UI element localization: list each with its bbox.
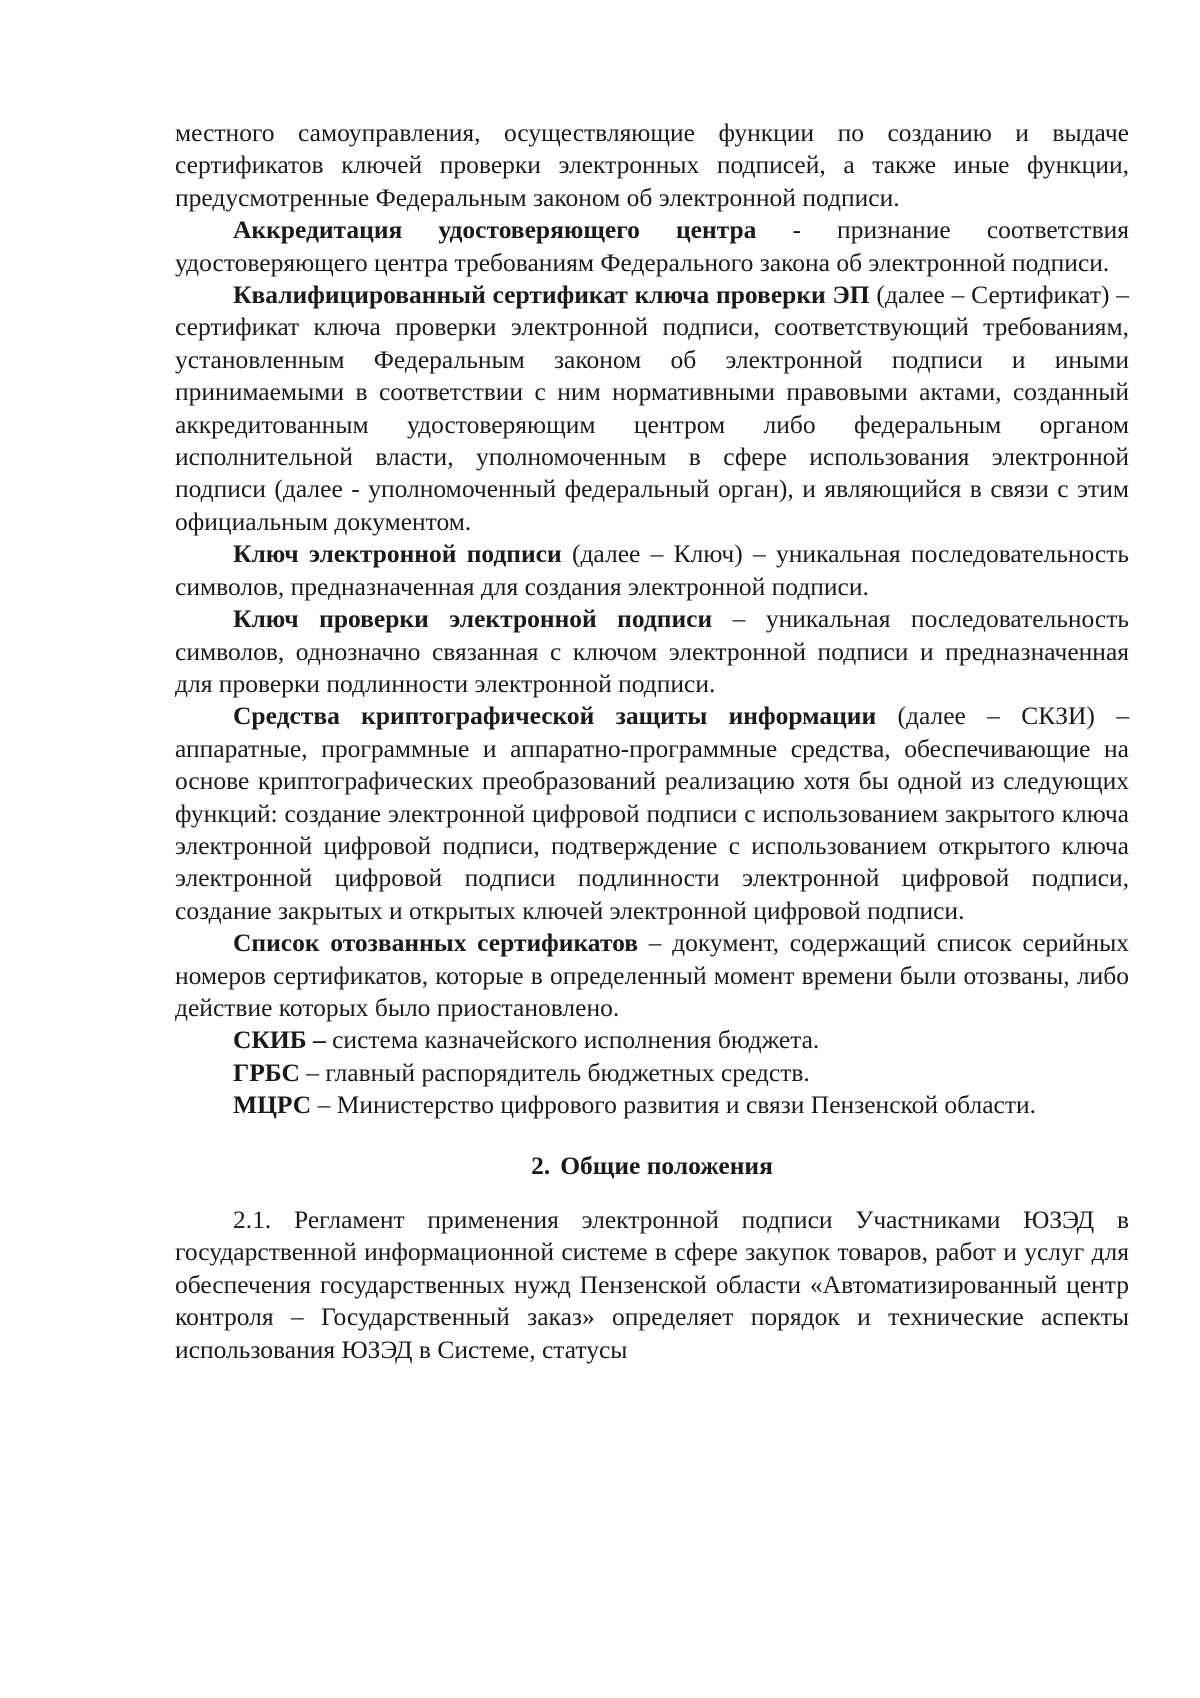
paragraph-text: 2.1. Регламент применения электронной подписи Участниками ЮЗЭД в государственной информационной системе в сфере закупок товаров, работ и услуг для обеспечения государственных нужд Пензенской области «Автоматизированный центр контроля – Государственный заказ» определяет порядок и технические аспекты использования ЮЗЭД в Системе, статусы [175,1205,1129,1364]
definition-term: Квалифицированный сертификат ключа проверки ЭП [233,280,870,310]
definition-term: Список отозванных сертификатов [233,928,638,958]
definition-text: - признание соответствия удостоверяющего центра требованиям Федерального закона об электронной подписи. [175,215,1129,277]
definition-term: Ключ проверки электронной подписи [233,604,713,634]
definition-text: – Министерство цифрового развития и связи Пензенской области. [311,1090,1037,1120]
section-number: 2. [531,1150,551,1180]
section-title: Общие положения [560,1150,773,1180]
definition-revoked-list [175,927,1129,1024]
definition-skzi [175,700,1129,927]
document-body [175,117,1129,1366]
section-heading [175,1150,1129,1182]
definition-mcrs [175,1089,1129,1121]
definition-text: система казначейского исполнения бюджета. [325,1025,820,1055]
paragraph-text: местного самоуправления, осуществляющие функции по созданию и выдаче сертификатов ключей проверки электронных подписей, а также иные функции, предусмотренные Федеральным законом об электронной подписи. [175,118,1129,212]
paragraph-continuation [175,117,1129,214]
definition-text: (далее – Сертификат) – сертификат ключа проверки электронной подписи, соответствующий требованиям, установленным Федеральным законом об электронной подписи и иными принимаемыми в соответствии с ним нормативными правовыми актами, созданный аккредитованным удостоверяющим центром либо федеральным органом исполнительной власти, уполномоченным в сфере использования электронной подписи (далее - уполномоченный федеральный орган), и являющийся в связи с этим официальным документом. [175,280,1129,536]
definition-qualified-certificate [175,279,1129,538]
definition-grbs [175,1057,1129,1089]
definition-text: (далее – Ключ) – уникальная последовательность символов, предназначенная для создания электронной подписи. [175,539,1130,601]
definition-verification-key [175,603,1129,700]
definition-text: – главный распорядитель бюджетных средств. [299,1057,810,1087]
definition-term: Ключ электронной подписи [233,539,562,569]
definition-text: (далее – СКЗИ) – аппаратные, программные и аппаратно-программные средства, обеспечивающие на основе криптографических преобразований реализацию хотя бы одной из следующих функций: создание электронной цифровой подписи с использованием закрытого ключа электронной цифровой подписи, подтверждение с использованием открытого ключа электронной цифровой подписи подлинности электронной цифровой подписи, создание закрытых и открытых ключей электронной цифровой подписи. [175,701,1129,925]
definition-term: Средства криптографической защиты информации [233,701,877,731]
definition-text: – уникальная последовательность символов, однозначно связанная с ключом электронной подписи и предназначенная для проверки подлинности электронной подписи. [175,604,1129,698]
definition-term: ГРБС [233,1057,300,1087]
definition-accreditation [175,214,1129,279]
definition-term: Аккредитация удостоверяющего центра [233,215,757,245]
definition-signature-key [175,538,1129,603]
definition-term: МЦРС [233,1090,312,1120]
definition-text: – документ, содержащий список серийных номеров сертификатов, которые в определенный момент времени были отозваны, либо действие которых было приостановлено. [175,928,1130,1022]
paragraph-2-1 [175,1204,1129,1366]
definition-term: СКИБ – [233,1025,326,1055]
definition-skib [175,1024,1129,1056]
